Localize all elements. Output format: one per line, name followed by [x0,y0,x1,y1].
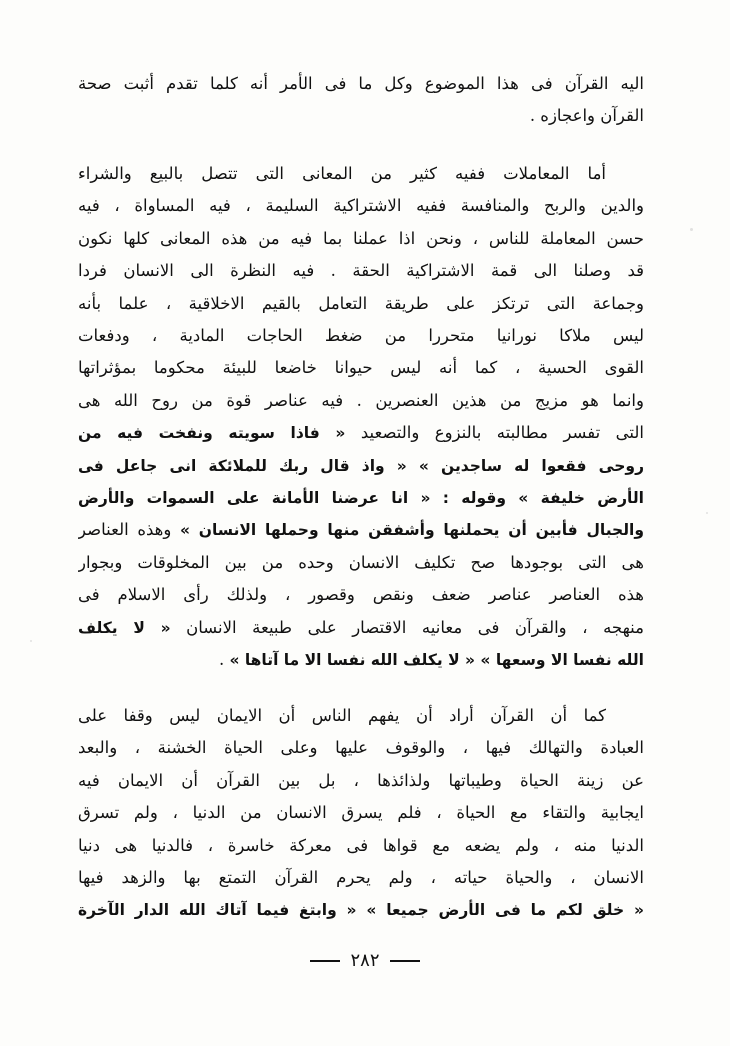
text-line: كما أن القرآن أراد أن يفهم الناس أن الايمان ليس وقفا على [78,706,606,725]
text-line: العبادة والتهالك فيها ، والوقوف عليها وعلى الحياة الخشنة ، والبعد [78,738,644,758]
scan-speck [690,228,693,231]
page-number-value: ٢٨٢ [350,950,380,971]
text-line: القوى الحسية ، كما أنه ليس حيوانا خاضعا للبيئة محكوما بمؤثراتها [78,358,644,378]
dash-decoration [390,960,420,962]
text-line: منهجه ، والقرآن فى معانيه الاقتصار على طبيعة الانسان « لا يكلف [78,617,644,637]
text-line: التى تفسر مطالبته بالنزوع والتصعيد « فاذا سويته ونفخت فيه من [78,423,644,443]
text-line: هى التى بوجودها صح تكليف الانسان وحده من بين المخلوقات وبجوار [78,552,644,572]
text-line: أما المعاملات ففيه كثير من المعانى التى تتصل بالبيع والشراء [78,164,606,183]
page-number [0,950,730,971]
text-line [78,894,644,926]
quran-quote: « فاذا سويته ونفخت فيه من [78,424,346,443]
text-line: الله نفسا الا وسعها » « لا يكلف الله نفسا الا ما آتاها » . [218,650,644,670]
text-line: قد وصلنا الى قمة الاشتراكية الحقة . فيه النظرة الى الانسان فردا [78,261,644,281]
scan-speck [30,640,32,642]
quran-quote: والجبال فأبين أن يحملنها وأشفقن منها وحملها الانسان » [179,521,644,540]
quran-quote: « خلق لكم ما فى الأرض جميعا » « وابتغ فيما آتاك الله الدار الآخرة [78,901,644,920]
text-line: القرآن واعجازه . [529,106,644,126]
text-line: عن زينة الحياة وطيباتها ولذائذها ، بل بين القرآن أن الايمان فيه [78,770,644,790]
text-line: حسن المعاملة للناس ، ونحن اذا عملنا بما فيه من هذه المعانى كلها نكون [78,228,644,248]
paragraph-faith [78,700,644,927]
text-line: والجبال فأبين أن يحملنها وأشفقن منها وحملها الانسان » وهذه العناصر [78,520,644,540]
text-line: والدين والربح والمنافسة ففيه الاشتراكية السليمة ، فيه المساواة ، فيه [78,196,644,216]
text-line: وجماعة التى ترتكز على طريقة التعامل بالقيم الاخلاقية ، علما بأنه [78,293,644,313]
paragraph-transactions [78,158,644,677]
text-line: ليس ملاكا نورانيا متحررا من ضغط الحاجات المادية ، ودفعات [78,326,644,346]
text-line: اليه القرآن فى هذا الموضوع وكل ما فى الأمر أنه كلما تقدم أثبت صحة [78,74,644,93]
quran-quote: روحى فقعوا له ساجدين » « واذ قال ربك للملائكة انى جاعل فى [78,456,644,475]
paragraph-continuation [78,68,644,133]
text-line: الانسان ، والحياة حياته ، ولم يحرم القرآن التمتع بها والزهد فيها [78,868,644,888]
text-line [78,482,644,514]
text-line: الدنيا منه ، ولم يضعه مع قواها فى معركة خاسرة ، فالدنيا هى دنيا [78,835,644,855]
quran-quote: الله نفسا الا وسعها » « لا يكلف الله نفسا الا ما آتاها » [229,651,644,670]
text-line: وانما هو مزيج من هذين العنصرين . فيه عناصر قوة من روح الله هى [78,390,644,410]
text-line: ايجابية والتقاء مع الحياة ، فلم يسرق الانسان من الدنيا ، ولم تسرق [78,803,644,823]
quran-quote: الأرض خليفة » وقوله : « انا عرضنا الأمانة على السموات والأرض [78,489,644,508]
quran-quote: « لا يكلف [78,618,171,637]
dash-decoration [310,960,340,962]
text-line [78,450,644,482]
scan-speck [706,512,708,514]
text-line: هذه العناصر عناصر ضعف ونقص وقصور ، ولذلك رأى الاسلام فى [78,585,644,605]
